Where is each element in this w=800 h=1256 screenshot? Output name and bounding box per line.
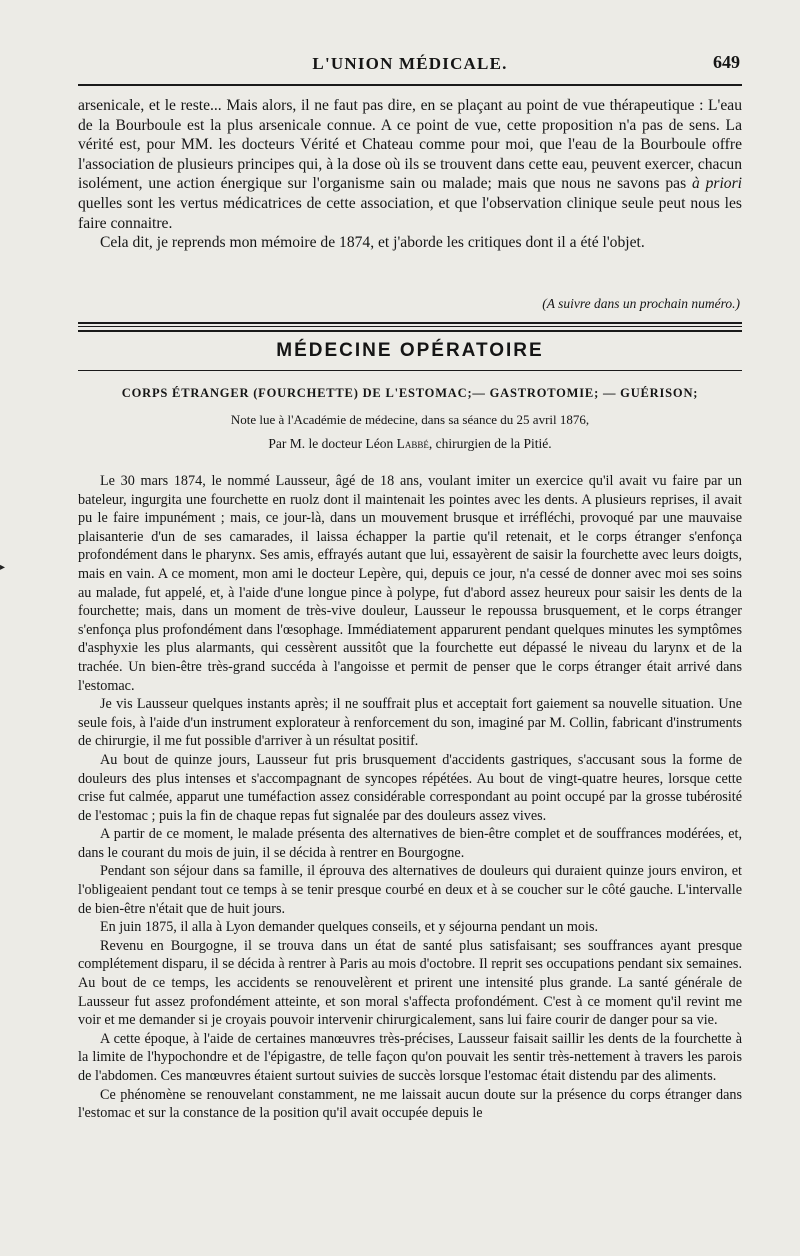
- header-rule: [78, 84, 742, 86]
- body-paragraph: Au bout de quinze jours, Lausseur fut pris brusquement d'accidents gastriques, s'accusant sous la forme de douleurs des plus intenses et s'accompagnant de syncopes répétées. Au bout de vingt-quatre heures, lorsque cette crise fut calmée, apparut une tuméfaction assez considérable correspondant au point occupé par la grosse tubérosité de l'estomac ; puis la fin de chaque repas fut signalée par des douleurs assez vives.: [78, 751, 742, 824]
- body-paragraph: Ce phénomène se renouvelant constamment, ne me laissait aucun doute sur la présence du corps étranger dans l'estomac et sur la constance de la position qu'il avait occupée depuis le: [78, 1086, 742, 1122]
- body-paragraph: Je vis Lausseur quelques instants après; il ne souffrait plus et acceptait fort gaiement sa nouvelle situation. Une seule fois, à l'aide d'un instrument explorateur à renforcement du son, imaginé par M. Collin, fabricant d'instruments de chirurgie, il me fut possible d'arriver à un résultat positif.: [78, 696, 742, 750]
- body-paragraph: A partir de ce moment, le malade présenta des alternatives de bien-être complet et de souffrances modérées, et, dans le courant du mois de juin, il se décida à rentrer en Bourgogne.: [78, 826, 742, 861]
- section-title-rule: [78, 370, 742, 371]
- continued-note: (A suivre dans un prochain numéro.): [542, 296, 740, 311]
- intro-text: [78, 96, 742, 253]
- page-header: [78, 52, 742, 78]
- intro-paragraph-2: Cela dit, je reprends mon mémoire de 1874, et j'aborde les critiques dont il a été l'objet.: [100, 234, 645, 252]
- intro-paragraph-1: arsenicale, et le reste... Mais alors, il ne faut pas dire, en se plaçant au point de vue thérapeutique : L'eau de la Bourboule est la plus arsenicale connue. A ce point de vue, cette proposition n'a pas de sens. La vérité est, pour MM. les docteurs Vérité et Chateau comme pour moi, que l'eau de la Bourboule offre l'association de plusieurs principes qui, à la dose où ils se trouvent dans cette eau, peuvent exercer, chacun isolément, une action énergique sur l'organisme sain ou malade; mais que nous ne savons pas à priori quelles sont les vertus médicatrices de cette association, et que l'observation clinique seule peut nous les faire connaitre.: [78, 97, 742, 232]
- body-paragraph: En juin 1875, il alla à Lyon demander quelques conseils, et y séjourna pendant un mois.: [100, 919, 599, 936]
- author-line: Par M. le docteur Léon Labbé, chirurgien de la Pitié.: [268, 436, 552, 451]
- body-paragraph: Le 30 mars 1874, le nommé Lausseur, âgé de 18 ans, voulant imiter un exercice qu'il avait vu faire par un bateleur, ingurgita une fourchette en ruolz dont il maintenait les pointes avec les dents. A plusieurs reprises, il avait pu le faire impunément ; mais, ce jour-là, dans un mouvement brusque et irréfléchi, provoqué par une mauvaise plaisanterie d'un de ses camarades, il laissa échapper la partie qu'il retenait, et le corps étranger s'enfonça profondément dans le pharynx. Ses amis, effrayés autant que lui, essayèrent de saisir la fourchette avec leurs doigts, mais en vain. A ce moment, mon ami le docteur Lepère, qui, depuis ce jour, n'a cessé de donner avec moi ses soins au malade, fut appelé, et, à l'aide d'une longue pince à polype, fut d'abord assez heureux pour saisir les dents de la fourchette; mais, dans un moment de très-vive douleur, Lausseur le repoussa brusquement, et le corps étranger s'enfonça plus profondément dans l'œsophage. Immédiatement apparurent pendant quelques minutes les symptômes d'asphyxie les plus alarmants, qui cessèrent aussitôt que la fourchette eut dépassé le niveau du larynx et de la trachée. Un bien-être très-grand succéda à l'angoisse et permit de penser que le corps étranger était arrivé dans l'estomac.: [78, 473, 742, 694]
- running-title: L'UNION MÉDICALE.: [312, 54, 508, 73]
- body-paragraph: Revenu en Bourgogne, il se trouva dans un état de santé plus satisfaisant; ses souffrances ayant presque complétement disparu, il se décida à rentrer à Paris au mois d'octobre. Il reprit ses occupations pendant six semaines. Au bout de ce temps, les accidents se renouvelèrent et prirent une intensité plus grande. La santé générale de Lausseur fut assez profondément atteinte, et son moral s'affecta profondément. C'est à ce moment qu'il revint me voir et me demander si je croyais pouvoir intervenir chirurgicalement, sans lui faire courir de danger pour sa vie.: [78, 937, 742, 1029]
- section-rule-top: [78, 322, 742, 324]
- section-title: MÉDECINE OPÉRATOIRE: [276, 340, 544, 361]
- article-body: [78, 472, 742, 1123]
- presentation-note: Note lue à l'Académie de médecine, dans sa séance du 25 avril 1876,: [230, 412, 590, 427]
- page-number: 649: [713, 52, 740, 72]
- article-title: CORPS ÉTRANGER (FOURCHETTE) DE L'ESTOMAC;— GASTROTOMIE; — GUÉRISON;: [121, 386, 699, 400]
- body-paragraph: Pendant son séjour dans sa famille, il éprouva des alternatives de douleurs qui duraient quinze jours environ, et l'obligeaient pendant tout ce temps à se tenir presque courbé en deux et à se coucher sur le côté gauche. L'intervalle de bien-être n'était que de huit jours.: [78, 863, 742, 917]
- body-paragraph: A cette époque, à l'aide de certaines manœuvres très-précises, Lausseur faisait saillir les dents de la fourchette à la limite de l'hypochondre et de l'épigastre, de telle façon qu'on pouvait les sentir très-nettement à travers les parois de l'abdomen. Ces manœuvres étaient surtout suivies de succès lorsque l'estomac était distendu par des aliments.: [78, 1030, 742, 1084]
- section-rule-top-2: [78, 330, 742, 332]
- section-rule-top-thin: [78, 326, 742, 327]
- margin-mark-icon: ▸: [0, 562, 6, 573]
